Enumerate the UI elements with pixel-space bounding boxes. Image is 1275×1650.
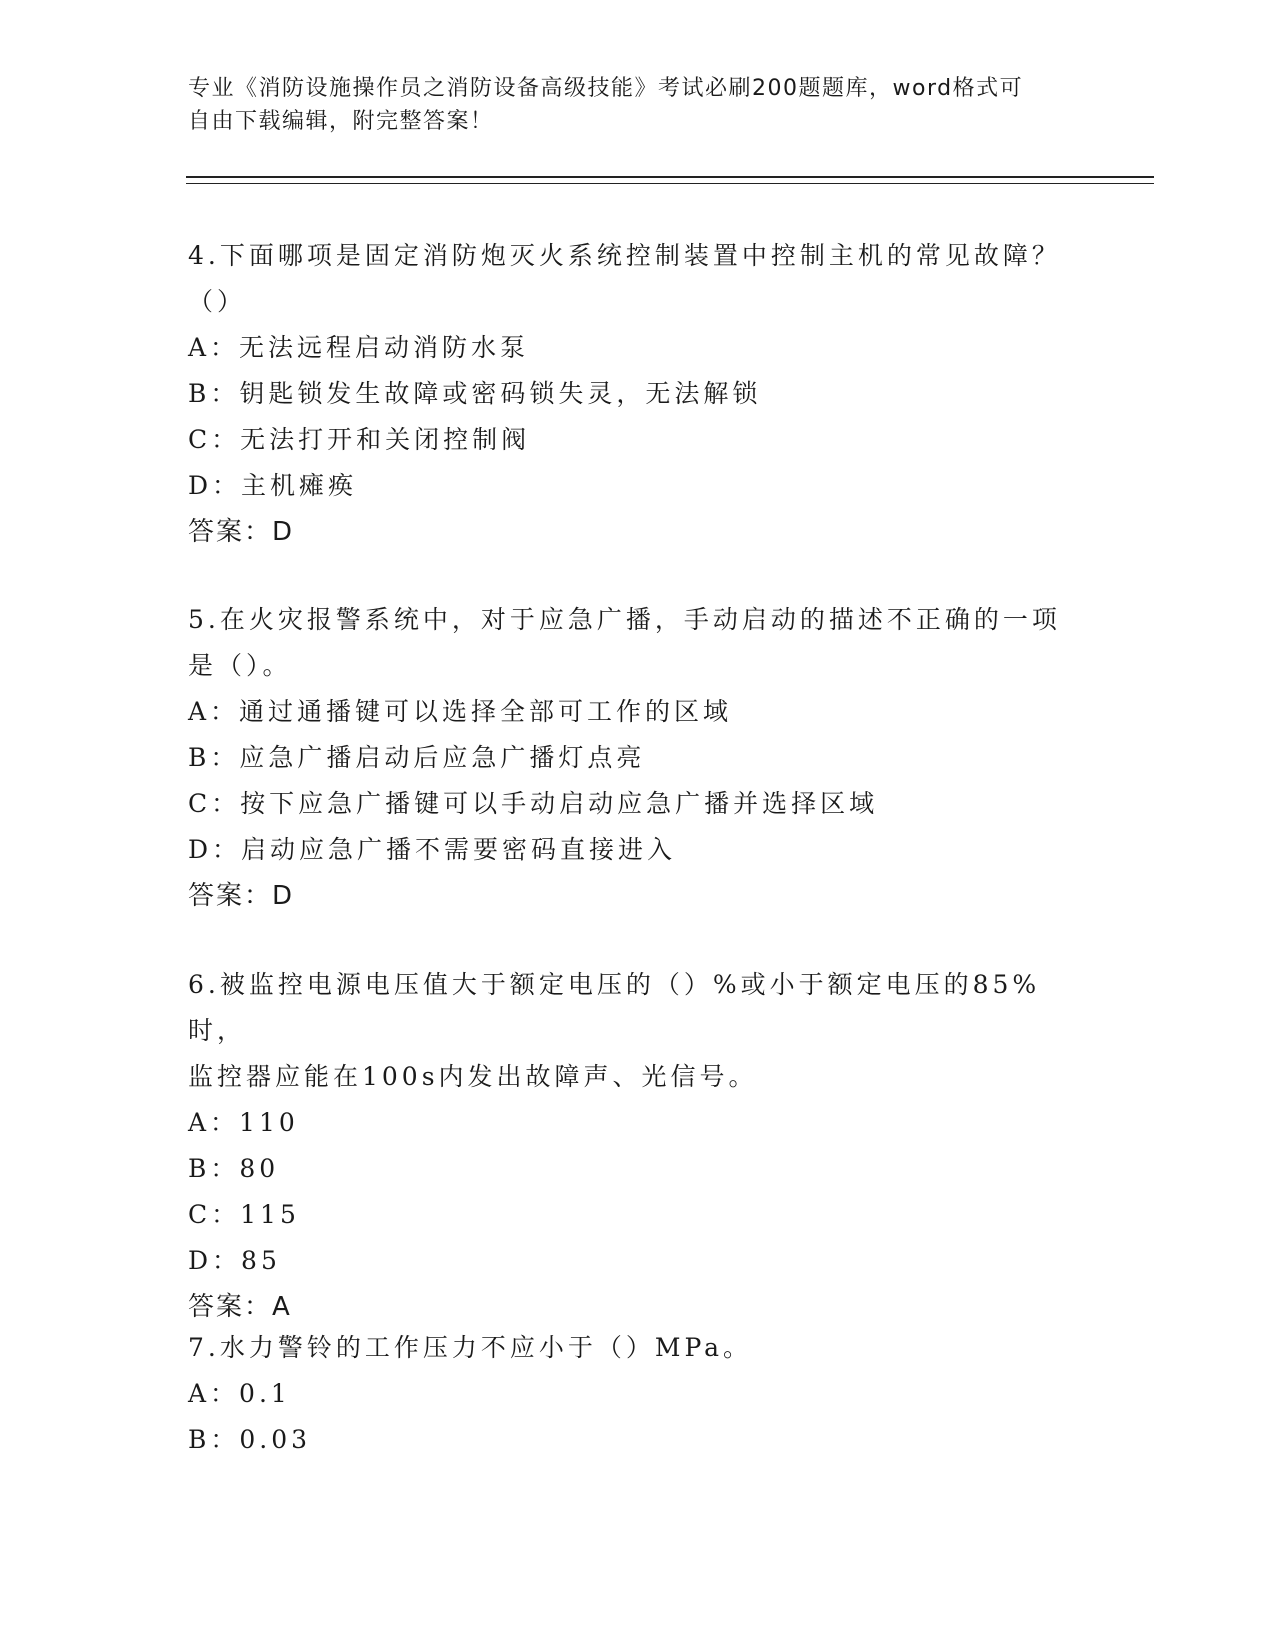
option-a: A：0.1 [188, 1379, 291, 1408]
option-b: B：钥匙锁发生故障或密码锁失灵，无法解锁 [188, 379, 762, 408]
option-b: B：0.03 [188, 1425, 312, 1454]
option-a: A：通过通播键可以选择全部可工作的区域 [188, 697, 733, 726]
option-a: A：110 [188, 1108, 299, 1137]
header-divider-thin [186, 183, 1154, 184]
option-d: D：85 [188, 1246, 281, 1275]
answer: 答案：A [188, 1292, 292, 1322]
question-text-continued: （） [188, 287, 247, 316]
question-7 [188, 1325, 1068, 1463]
option-d: D：主机瘫痪 [188, 471, 358, 500]
answer: 答案：D [188, 517, 295, 547]
question-text: 5.在火灾报警系统中，对于应急广播，手动启动的描述不正确的一项 [188, 605, 1061, 634]
option-d: D：启动应急广播不需要密码直接进入 [188, 835, 677, 864]
option-b: B：应急广播启动后应急广播灯点亮 [188, 743, 646, 772]
answer: 答案：D [188, 881, 295, 911]
document-header [188, 72, 1068, 138]
question-6 [188, 962, 1068, 1330]
option-a: A：无法远程启动消防水泵 [188, 333, 530, 362]
question-text: 7.水力警铃的工作压力不应小于（）MPa。 [188, 1333, 753, 1362]
header-divider-thick [186, 176, 1154, 178]
question-4 [188, 233, 1068, 555]
question-text: 4.下面哪项是固定消防炮灭火系统控制装置中控制主机的常见故障？ [188, 241, 1061, 270]
question-text-continued: 监控器应能在100s内发出故障声、光信号。 [188, 1062, 758, 1091]
question-5 [188, 597, 1068, 919]
question-text: 6.被监控电源电压值大于额定电压的（）%或小于额定电压的85%时， [188, 970, 1041, 1045]
option-c: C：115 [188, 1200, 300, 1229]
option-c: C：无法打开和关闭控制阀 [188, 425, 531, 454]
option-b: B：80 [188, 1154, 280, 1183]
header-line-2: 自由下载编辑，附完整答案！ [188, 109, 494, 134]
option-c: C：按下应急广播键可以手动启动应急广播并选择区域 [188, 789, 879, 818]
question-text-continued: 是（）。 [188, 651, 292, 680]
header-line-1: 专业《消防设施操作员之消防设备高级技能》考试必刷200题题库，word格式可 [188, 76, 1024, 101]
